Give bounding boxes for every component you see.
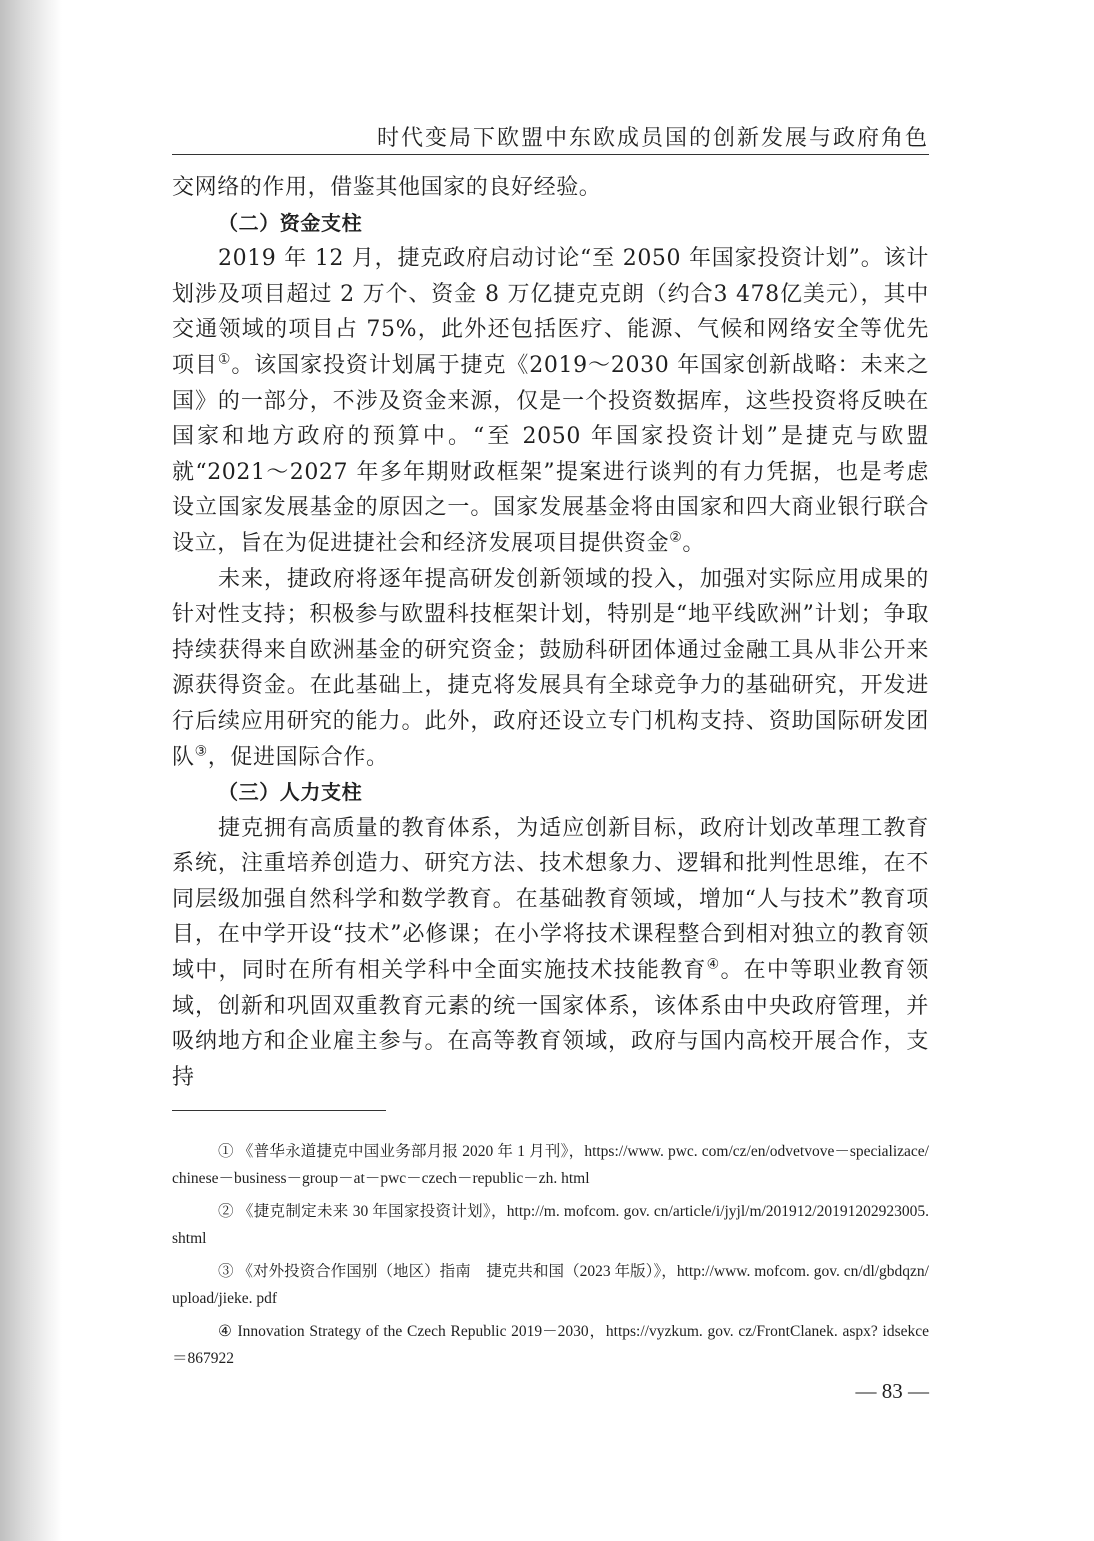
paragraph-text: 2019 年 12 月，捷克政府启动讨论“至 2050 年国家投资计划”。该计划涉及项目超过 2 万个、资金 8 万亿捷克克朗（约合3 478亿美元），其中交通领域的项目占 75%，此外还包括医疗、能源、气候和网络安全等优先项目	[172, 246, 929, 378]
footnote-ref-3[interactable]: ③	[194, 743, 208, 760]
section-heading-funding: （二）资金支柱	[218, 210, 363, 235]
footnote-ref-2[interactable]: ②	[669, 529, 683, 546]
footnote-ref-4[interactable]: ④	[706, 956, 721, 973]
paragraph-text: ，促进国际合作。	[207, 744, 389, 770]
scan-gutter-shadow	[0, 0, 62, 1541]
footnote-1: ① 《普华永道捷克中国业务部月报 2020 年 1 月刊》，https://www. pwc. com/cz/en/odvetvove－specializace/chinese－business－group－at－pwc－czech－republic－zh. html	[172, 1143, 929, 1187]
running-header: 时代变局下欧盟中东欧成员国的创新发展与政府角色	[376, 126, 929, 151]
paragraph-text: 未来，捷政府将逐年提高研发创新领域的投入，加强对实际应用成果的针对性支持；积极参与欧盟科技框架计划，特别是“地平线欧洲”计划；争取持续获得来自欧洲基金的研究资金；鼓励科研团体通过金融工具从非公开来源获得资金。在此基础上，捷克将发展具有全球竞争力的基础研究，开发进行后续应用研究的能力。此外，政府还设立专门机构支持、资助国际研发团队	[172, 566, 929, 770]
page-number: — 83 —	[855, 1379, 929, 1403]
footnotes	[172, 1138, 929, 1378]
continued-paragraph: 交网络的作用，借鉴其他国家的良好经验。	[172, 175, 602, 200]
header-rule	[172, 154, 929, 155]
paragraph-education	[172, 811, 929, 1096]
section-heading-human: （三）人力支柱	[218, 780, 363, 805]
paragraph-investment-plan	[172, 241, 929, 561]
footnote-4: ④ Innovation Strategy of the Czech Republic 2019－2030，https://vyzkum. gov. cz/FrontClanek. aspx? idsekce＝867922	[172, 1323, 929, 1367]
footnote-rule	[172, 1110, 386, 1111]
paragraph-text: 。	[682, 530, 705, 556]
paragraph-text: 。在中等职业教育领域，创新和巩固双重教育元素的统一国家体系，该体系由中央政府管理，并吸纳地方和企业雇主参与。在高等教育领域，政府与国内高校开展合作，支持	[172, 958, 929, 1090]
paragraph-future-rd	[172, 562, 929, 776]
footnote-2: ② 《捷克制定未来 30 年国家投资计划》，http://m. mofcom. gov. cn/article/i/jyjl/m/201912/20191202923005. shtml	[172, 1203, 929, 1247]
body-text	[172, 170, 929, 1095]
paragraph-text: 。该国家投资计划属于捷克《2019～2030 年国家创新战略：未来之国》的一部分，不涉及资金来源，仅是一个投资数据库，这些投资将反映在国家和地方政府的预算中。“至 2050 年国家投资计划”是捷克与欧盟就“2021～2027 年多年期财政框架”提案进行谈判的有力凭据，也是考虑设立国家发展基金的原因之一。国家发展基金将由国家和四大商业银行联合设立，旨在为促进捷社会和经济发展项目提供资金	[172, 352, 930, 556]
footnote-3: ③ 《对外投资合作国别（地区）指南 捷克共和国（2023 年版）》，http://www. mofcom. gov. cn/dl/gbdqzn/upload/jieke. pdf	[172, 1263, 929, 1307]
paragraph-text: 捷克拥有高质量的教育体系，为适应创新目标，政府计划改革理工教育系统，注重培养创造力、研究方法、技术想象力、逻辑和批判性思维，在不同层级加强自然科学和数学教育。在基础教育领域，增加“人与技术”教育项目，在中学开设“技术”必修课；在小学将技术课程整合到相对独立的教育领域中，同时在所有相关学科中全面实施技术技能教育	[172, 815, 929, 984]
footnote-ref-1[interactable]: ①	[217, 351, 232, 368]
